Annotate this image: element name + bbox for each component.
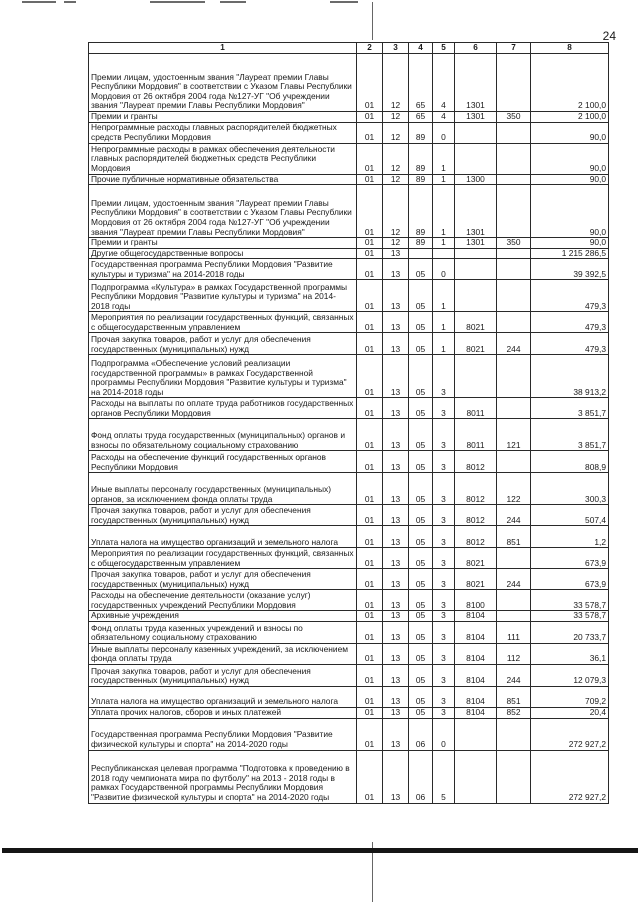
code-direction: 8021 — [455, 548, 497, 569]
code-section: 01 — [357, 280, 383, 312]
code-expense-type — [497, 548, 531, 569]
code-direction: 8104 — [455, 643, 497, 664]
code-program: 05 — [409, 259, 433, 280]
table-row — [89, 750, 609, 803]
code-expense-type: 111 — [497, 621, 531, 643]
code-subprogram: 3 — [433, 419, 455, 451]
column-header: 6 — [455, 43, 497, 54]
row-name: Мероприятия по реализации государственных функций, связанных с общегосударственным управлением — [89, 312, 357, 333]
code-subsection: 13 — [383, 451, 409, 473]
code-direction: 8104 — [455, 707, 497, 718]
row-name: Фонд оплаты труда государственных (муниципальных) органов и взносы по обязательному социальному страхованию — [89, 419, 357, 451]
code-direction — [455, 143, 497, 174]
code-direction — [455, 750, 497, 803]
table-row — [89, 611, 609, 622]
code-direction — [455, 718, 497, 750]
code-program: 89 — [409, 238, 433, 249]
code-direction: 1301 — [455, 238, 497, 249]
code-direction: 8021 — [455, 569, 497, 590]
amount: 90,0 — [531, 238, 609, 249]
code-subsection: 13 — [383, 750, 409, 803]
amount: 90,0 — [531, 122, 609, 143]
code-subprogram: 3 — [433, 643, 455, 664]
code-expense-type — [497, 611, 531, 622]
code-program: 05 — [409, 312, 433, 333]
table-row — [89, 707, 609, 718]
code-section: 01 — [357, 398, 383, 419]
row-name: Премии и гранты — [89, 112, 357, 123]
code-section: 01 — [357, 664, 383, 686]
table-row — [89, 686, 609, 707]
code-subsection: 12 — [383, 112, 409, 123]
table-row — [89, 621, 609, 643]
code-section: 01 — [357, 750, 383, 803]
code-expense-type: 852 — [497, 707, 531, 718]
table-row — [89, 590, 609, 611]
table-row — [89, 355, 609, 398]
code-expense-type — [497, 398, 531, 419]
row-name: Подпрограмма «Культура» в рамках Государственной программы Республики Мордовия "Развитие культуры и туризма" на 2014-2018 годы — [89, 280, 357, 312]
code-direction: 8012 — [455, 505, 497, 526]
amount: 36,1 — [531, 643, 609, 664]
code-expense-type — [497, 259, 531, 280]
code-expense-type: 122 — [497, 473, 531, 505]
code-program: 05 — [409, 686, 433, 707]
code-expense-type — [497, 312, 531, 333]
code-expense-type — [497, 122, 531, 143]
code-program: 05 — [409, 548, 433, 569]
code-subprogram: 4 — [433, 54, 455, 112]
code-expense-type — [497, 185, 531, 238]
code-section: 01 — [357, 473, 383, 505]
code-subsection: 13 — [383, 355, 409, 398]
code-subsection: 13 — [383, 590, 409, 611]
column-header: 5 — [433, 43, 455, 54]
code-section: 01 — [357, 621, 383, 643]
code-expense-type: 244 — [497, 569, 531, 590]
code-direction: 8012 — [455, 526, 497, 548]
table-row — [89, 473, 609, 505]
amount: 479,3 — [531, 312, 609, 333]
code-direction — [455, 259, 497, 280]
code-subsection: 13 — [383, 569, 409, 590]
code-program: 05 — [409, 419, 433, 451]
code-direction: 8021 — [455, 312, 497, 333]
table-row — [89, 526, 609, 548]
code-section: 01 — [357, 643, 383, 664]
code-expense-type: 121 — [497, 419, 531, 451]
table-row — [89, 451, 609, 473]
amount: 507,4 — [531, 505, 609, 526]
code-expense-type: 112 — [497, 643, 531, 664]
code-subprogram: 3 — [433, 569, 455, 590]
code-expense-type — [497, 248, 531, 259]
amount: 272 927,2 — [531, 750, 609, 803]
code-subsection: 13 — [383, 707, 409, 718]
table-row — [89, 569, 609, 590]
table-row — [89, 718, 609, 750]
code-subsection: 12 — [383, 54, 409, 112]
code-subprogram: 0 — [433, 122, 455, 143]
row-name: Непрограммные расходы в рамках обеспечения деятельности главных распорядителей бюджетных средств Республики Мордовия — [89, 143, 357, 174]
code-subprogram: 0 — [433, 259, 455, 280]
table-row — [89, 312, 609, 333]
code-subprogram: 3 — [433, 398, 455, 419]
code-subprogram — [433, 248, 455, 259]
code-program: 05 — [409, 707, 433, 718]
code-expense-type — [497, 143, 531, 174]
amount: 90,0 — [531, 185, 609, 238]
code-section: 01 — [357, 718, 383, 750]
row-name: Иные выплаты персоналу казенных учреждений, за исключением фонда оплаты труда — [89, 643, 357, 664]
code-subsection: 13 — [383, 419, 409, 451]
code-program: 65 — [409, 54, 433, 112]
amount: 272 927,2 — [531, 718, 609, 750]
code-subprogram: 1 — [433, 333, 455, 355]
table-row — [89, 248, 609, 259]
table-row — [89, 238, 609, 249]
code-expense-type: 350 — [497, 112, 531, 123]
table-row — [89, 333, 609, 355]
code-direction: 8012 — [455, 473, 497, 505]
table-row — [89, 143, 609, 174]
code-subprogram: 3 — [433, 621, 455, 643]
code-subsection: 13 — [383, 280, 409, 312]
code-expense-type — [497, 174, 531, 185]
table-row — [89, 259, 609, 280]
code-direction: 1301 — [455, 185, 497, 238]
table-row — [89, 122, 609, 143]
code-subsection: 12 — [383, 122, 409, 143]
code-program: 05 — [409, 569, 433, 590]
code-subsection: 13 — [383, 621, 409, 643]
code-direction: 1301 — [455, 54, 497, 112]
amount: 90,0 — [531, 174, 609, 185]
row-name: Прочая закупка товаров, работ и услуг для обеспечения государственных (муниципальных) нужд — [89, 569, 357, 590]
table-row — [89, 664, 609, 686]
table-row — [89, 643, 609, 664]
code-subprogram: 3 — [433, 451, 455, 473]
amount: 1 215 286,5 — [531, 248, 609, 259]
code-expense-type: 244 — [497, 664, 531, 686]
code-program: 05 — [409, 611, 433, 622]
amount: 479,3 — [531, 333, 609, 355]
row-name: Расходы на обеспечение деятельности (оказание услуг) государственных учреждений Республики Мордовия — [89, 590, 357, 611]
amount: 300,3 — [531, 473, 609, 505]
code-section: 01 — [357, 238, 383, 249]
code-section: 01 — [357, 355, 383, 398]
code-subsection: 13 — [383, 333, 409, 355]
code-section: 01 — [357, 312, 383, 333]
code-program: 89 — [409, 174, 433, 185]
row-name: Расходы на выплаты по оплате труда работников государственных органов Республики Мордовия — [89, 398, 357, 419]
code-direction: 8104 — [455, 686, 497, 707]
column-header: 3 — [383, 43, 409, 54]
code-program: 05 — [409, 473, 433, 505]
code-section: 01 — [357, 707, 383, 718]
amount: 2 100,0 — [531, 112, 609, 123]
code-expense-type: 244 — [497, 505, 531, 526]
code-expense-type — [497, 54, 531, 112]
code-subprogram: 3 — [433, 686, 455, 707]
code-section: 01 — [357, 611, 383, 622]
table-row — [89, 185, 609, 238]
code-program: 05 — [409, 664, 433, 686]
code-subprogram: 1 — [433, 185, 455, 238]
code-subprogram: 3 — [433, 548, 455, 569]
amount: 3 851,7 — [531, 398, 609, 419]
fold-line-top — [372, 2, 373, 40]
code-direction: 8104 — [455, 664, 497, 686]
row-name: Архивные учреждения — [89, 611, 357, 622]
code-subsection: 13 — [383, 312, 409, 333]
table-header-row — [89, 43, 609, 54]
amount: 90,0 — [531, 143, 609, 174]
page-bottom-rule — [2, 848, 638, 853]
code-program — [409, 248, 433, 259]
code-section: 01 — [357, 569, 383, 590]
code-subsection: 13 — [383, 259, 409, 280]
code-subsection: 13 — [383, 664, 409, 686]
code-direction: 8100 — [455, 590, 497, 611]
row-name: Другие общегосударственные вопросы — [89, 248, 357, 259]
code-program: 05 — [409, 505, 433, 526]
code-direction — [455, 355, 497, 398]
code-direction — [455, 248, 497, 259]
code-program: 05 — [409, 280, 433, 312]
code-subprogram: 3 — [433, 590, 455, 611]
code-program: 05 — [409, 451, 433, 473]
code-section: 01 — [357, 451, 383, 473]
table-row — [89, 419, 609, 451]
code-expense-type: 851 — [497, 526, 531, 548]
row-name: Мероприятия по реализации государственных функций, связанных с общегосударственным управлением — [89, 548, 357, 569]
code-program: 05 — [409, 643, 433, 664]
code-subprogram: 1 — [433, 238, 455, 249]
code-subsection: 13 — [383, 248, 409, 259]
row-name: Прочая закупка товаров, работ и услуг для обеспечения государственных (муниципальных) нужд — [89, 333, 357, 355]
code-program: 65 — [409, 112, 433, 123]
code-subsection: 13 — [383, 505, 409, 526]
code-section: 01 — [357, 419, 383, 451]
row-name: Государственная программа Республики Мордовия "Развитие культуры и туризма" на 2014-2018 годы — [89, 259, 357, 280]
code-subprogram: 4 — [433, 112, 455, 123]
amount: 33 578,7 — [531, 590, 609, 611]
code-subsection: 13 — [383, 718, 409, 750]
amount: 33 578,7 — [531, 611, 609, 622]
row-name: Прочие публичные нормативные обязательства — [89, 174, 357, 185]
scan-top-marks — [0, 0, 640, 6]
column-header: 4 — [409, 43, 433, 54]
code-subsection: 13 — [383, 526, 409, 548]
amount: 38 913,2 — [531, 355, 609, 398]
code-subprogram: 1 — [433, 280, 455, 312]
code-subsection: 13 — [383, 548, 409, 569]
row-name: Уплата прочих налогов, сборов и иных платежей — [89, 707, 357, 718]
amount: 39 392,5 — [531, 259, 609, 280]
code-expense-type — [497, 590, 531, 611]
code-subsection: 12 — [383, 185, 409, 238]
table-row — [89, 280, 609, 312]
code-subprogram: 3 — [433, 355, 455, 398]
code-section: 01 — [357, 122, 383, 143]
code-subprogram: 3 — [433, 707, 455, 718]
code-expense-type — [497, 718, 531, 750]
code-program: 05 — [409, 398, 433, 419]
code-expense-type — [497, 280, 531, 312]
column-header: 1 — [89, 43, 357, 54]
table-row — [89, 505, 609, 526]
code-direction: 8021 — [455, 333, 497, 355]
row-name: Уплата налога на имущество организаций и земельного налога — [89, 686, 357, 707]
code-expense-type: 851 — [497, 686, 531, 707]
code-expense-type — [497, 750, 531, 803]
code-program: 06 — [409, 750, 433, 803]
code-subprogram: 5 — [433, 750, 455, 803]
table-row — [89, 548, 609, 569]
code-section: 01 — [357, 143, 383, 174]
column-header: 8 — [531, 43, 609, 54]
amount: 673,9 — [531, 548, 609, 569]
code-section: 01 — [357, 112, 383, 123]
code-subprogram: 1 — [433, 174, 455, 185]
code-expense-type: 350 — [497, 238, 531, 249]
code-program: 05 — [409, 333, 433, 355]
amount: 20,4 — [531, 707, 609, 718]
table-row — [89, 174, 609, 185]
code-subsection: 13 — [383, 686, 409, 707]
code-subprogram: 3 — [433, 611, 455, 622]
row-name: Иные выплаты персоналу государственных (муниципальных) органов, за исключением фонда оплаты труда — [89, 473, 357, 505]
row-name: Фонд оплаты труда казенных учреждений и взносы по обязательному социальному страхованию — [89, 621, 357, 643]
column-header: 7 — [497, 43, 531, 54]
code-subprogram: 3 — [433, 473, 455, 505]
code-subsection: 12 — [383, 143, 409, 174]
code-program: 05 — [409, 526, 433, 548]
row-name: Премии лицам, удостоенным звания "Лауреат премии Главы Республики Мордовия" в соответствии с Указом Главы Республики Мордовия от 26 октября 2004 года №127-УГ "Об учреждении звания "Лауреат премии Главы Республики Мордовия" — [89, 54, 357, 112]
code-section: 01 — [357, 505, 383, 526]
amount: 2 100,0 — [531, 54, 609, 112]
code-subsection: 12 — [383, 174, 409, 185]
row-name: Подпрограмма «Обеспечение условий реализации государственной программы» в рамках Государственной программы Республики Мордовия "Развитие культуры и туризма" на 2014-2018 годы — [89, 355, 357, 398]
code-subprogram: 1 — [433, 312, 455, 333]
code-direction: 1300 — [455, 174, 497, 185]
code-program: 89 — [409, 185, 433, 238]
code-subsection: 13 — [383, 473, 409, 505]
table-row — [89, 54, 609, 112]
code-expense-type — [497, 451, 531, 473]
table-row — [89, 112, 609, 123]
code-program: 05 — [409, 355, 433, 398]
code-section: 01 — [357, 548, 383, 569]
row-name: Уплата налога на имущество организаций и земельного налога — [89, 526, 357, 548]
code-section: 01 — [357, 185, 383, 238]
row-name: Прочая закупка товаров, работ и услуг для обеспечения государственных (муниципальных) нужд — [89, 664, 357, 686]
row-name: Премии лицам, удостоенным звания "Лауреат премии Главы Республики Мордовия" в соответствии с Указом Главы Республики Мордовия от 26 октября 2004 года №127-УГ "Об учреждении звания "Лауреат премии Главы Республики Мордовия" — [89, 185, 357, 238]
amount: 673,9 — [531, 569, 609, 590]
amount: 3 851,7 — [531, 419, 609, 451]
code-section: 01 — [357, 526, 383, 548]
code-direction — [455, 280, 497, 312]
budget-table — [88, 42, 609, 804]
code-direction: 8104 — [455, 621, 497, 643]
code-program: 05 — [409, 590, 433, 611]
code-direction — [455, 122, 497, 143]
code-program: 89 — [409, 143, 433, 174]
row-name: Непрограммные расходы главных распорядителей бюджетных средств Республики Мордовия — [89, 122, 357, 143]
code-subprogram: 3 — [433, 664, 455, 686]
code-section: 01 — [357, 333, 383, 355]
row-name: Расходы на обеспечение функций государственных органов Республики Мордовия — [89, 451, 357, 473]
code-direction: 1301 — [455, 112, 497, 123]
code-direction: 8011 — [455, 419, 497, 451]
code-section: 01 — [357, 54, 383, 112]
row-name: Республиканская целевая программа "Подготовка к проведению в 2018 году чемпионата мира по футболу" на 2013 - 2018 годы в рамках Государственной программы Республики Мордовия "Развитие физической культуры и спорта" на 2014-2020 годы — [89, 750, 357, 803]
code-direction: 8012 — [455, 451, 497, 473]
code-subprogram: 1 — [433, 143, 455, 174]
code-section: 01 — [357, 686, 383, 707]
code-program: 89 — [409, 122, 433, 143]
code-program: 05 — [409, 621, 433, 643]
code-section: 01 — [357, 248, 383, 259]
row-name: Прочая закупка товаров, работ и услуг для обеспечения государственных (муниципальных) нужд — [89, 505, 357, 526]
code-expense-type — [497, 355, 531, 398]
code-subsection: 13 — [383, 611, 409, 622]
page-number: 24 — [602, 29, 616, 43]
code-direction: 8104 — [455, 611, 497, 622]
row-name: Государственная программа Республики Мордовия "Развитие физической культуры и спорта" на 2014-2020 годы — [89, 718, 357, 750]
code-section: 01 — [357, 259, 383, 280]
code-subsection: 13 — [383, 643, 409, 664]
code-expense-type: 244 — [497, 333, 531, 355]
code-subsection: 12 — [383, 238, 409, 249]
code-subsection: 13 — [383, 398, 409, 419]
code-subprogram: 0 — [433, 718, 455, 750]
table-row — [89, 398, 609, 419]
column-header: 2 — [357, 43, 383, 54]
code-program: 06 — [409, 718, 433, 750]
amount: 808,9 — [531, 451, 609, 473]
code-section: 01 — [357, 590, 383, 611]
code-section: 01 — [357, 174, 383, 185]
row-name: Премии и гранты — [89, 238, 357, 249]
code-subprogram: 3 — [433, 526, 455, 548]
code-direction: 8011 — [455, 398, 497, 419]
amount: 20 733,7 — [531, 621, 609, 643]
amount: 709,2 — [531, 686, 609, 707]
amount: 479,3 — [531, 280, 609, 312]
code-subprogram: 3 — [433, 505, 455, 526]
amount: 1,2 — [531, 526, 609, 548]
amount: 12 079,3 — [531, 664, 609, 686]
